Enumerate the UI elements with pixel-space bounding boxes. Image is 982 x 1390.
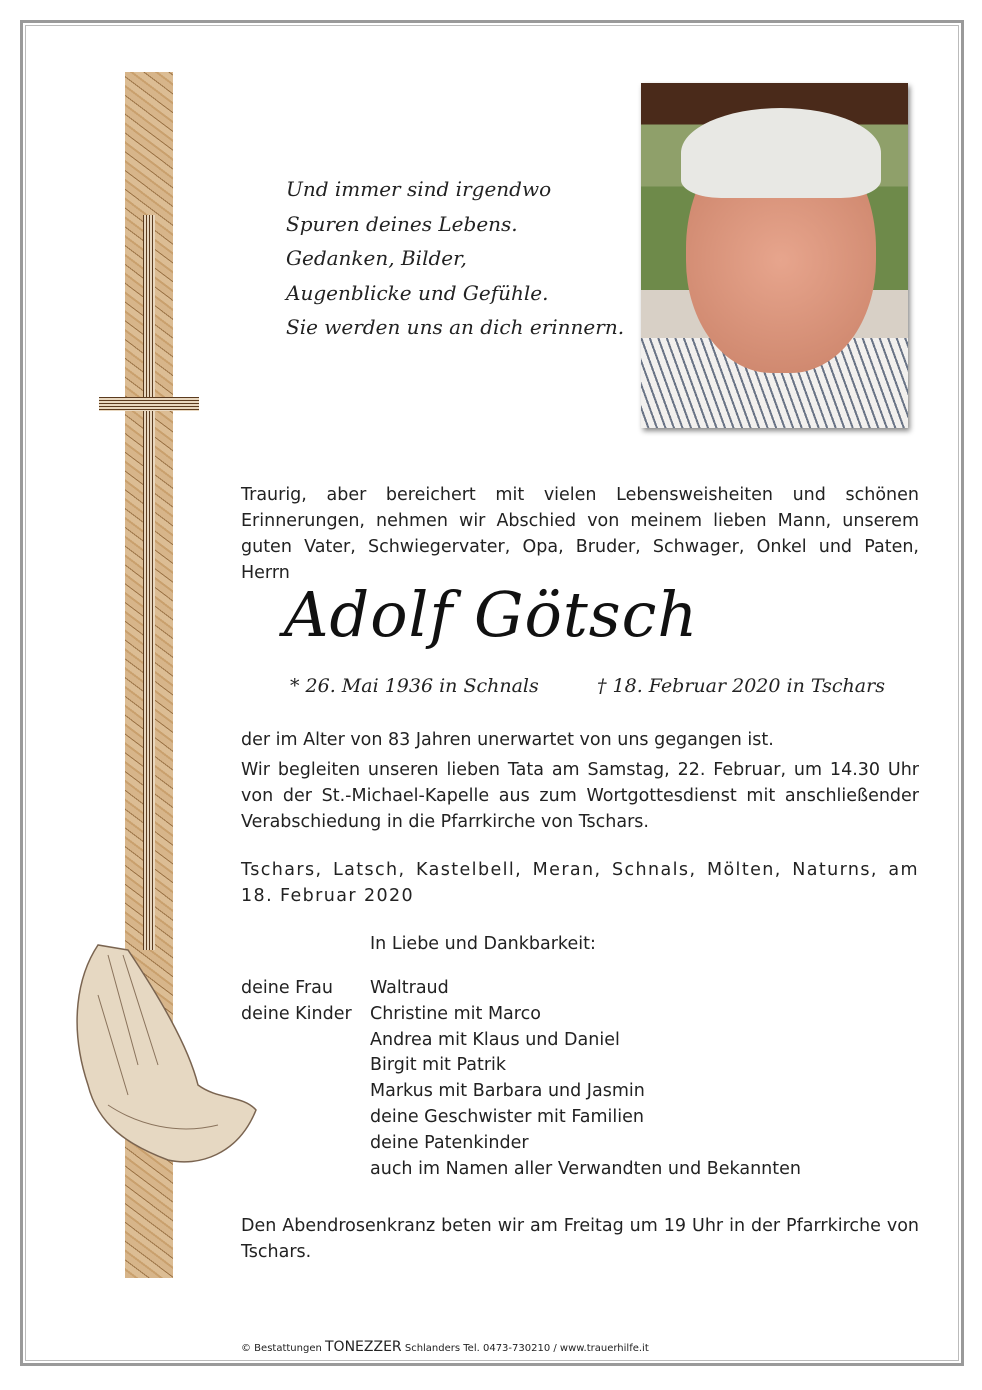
mourner-names: Waltraud [370,978,449,998]
footer-contact: Schlanders Tel. 0473-730210 / www.trauerhilfe.it [404,1343,649,1354]
poem [286,172,624,345]
mourner-role: deine Kinder [241,1003,352,1024]
footer [241,1339,649,1355]
mourner-role: deine Frau [241,978,333,998]
footer-brand: TONEZZER [325,1339,402,1355]
closing-text: In Liebe und Dankbarkeit: [370,934,596,954]
poem-line: Spuren deines Lebens. [286,211,518,236]
mourners-list [241,976,801,1182]
death-date: † 18. Februar 2020 in Tschars [597,675,885,697]
mourner-names: auch im Namen aller Verwandten und Bekannten [370,1158,801,1179]
mourner-names: Christine mit Marco [370,1003,541,1024]
mourner-names: deine Patenkinder [370,1132,529,1153]
mourner-names: deine Geschwister mit Familien [370,1106,645,1127]
poem-line: Und immer sind irgendwo [286,177,552,201]
birth-date: * 26. Mai 1936 in Schnals [290,675,539,697]
poem-line: Gedanken, Bilder, [286,246,467,270]
mourner-names: Birgit mit Patrik [370,1055,507,1076]
poem-line: Augenblicke und Gefühle. [286,280,549,305]
age-text: der im Alter von 83 Jahren unerwartet von uns gegangen ist. [241,730,774,750]
poem-line: Sie werden uns an dich erinnern. [286,315,625,339]
footer-pre: © Bestattungen [241,1343,322,1354]
praying-hands-icon [68,935,258,1170]
rosary-text: Den Abendrosenkranz beten wir am Freitag um 19 Uhr in der Pfarrkirche von Tschars. [241,1216,919,1262]
funeral-text: Wir begleiten unseren lieben Tata am Samstag, 22. Februar, um 14.30 Uhr von der St.-Michael-Kapelle aus zum Wortgottesdienst mit anschließender Verabschiedung in die Pfarrkirche von Tschars. [241,760,919,832]
places-date-text: Tschars, Latsch, Kastelbell, Meran, Schnals, Mölten, Naturns, am 18. Februar 2020 [241,860,919,906]
mourner-names: Markus mit Barbara und Jasmin [370,1081,645,1102]
portrait-photo [641,83,908,428]
photo-hair [681,108,881,198]
intro-text: Traurig, aber bereichert mit vielen Lebensweisheiten und schönen Erinnerungen, nehmen wir Abschied von meinem lieben Mann, unserem guten Vater, Schwiegervater, Opa, Bruder, Schwager, Onkel und Paten, Herrn [241,485,919,583]
cross-crossbar [99,397,199,411]
deceased-name: Adolf Götsch [283,578,699,651]
mourner-names: Andrea mit Klaus und Daniel [370,1029,620,1050]
